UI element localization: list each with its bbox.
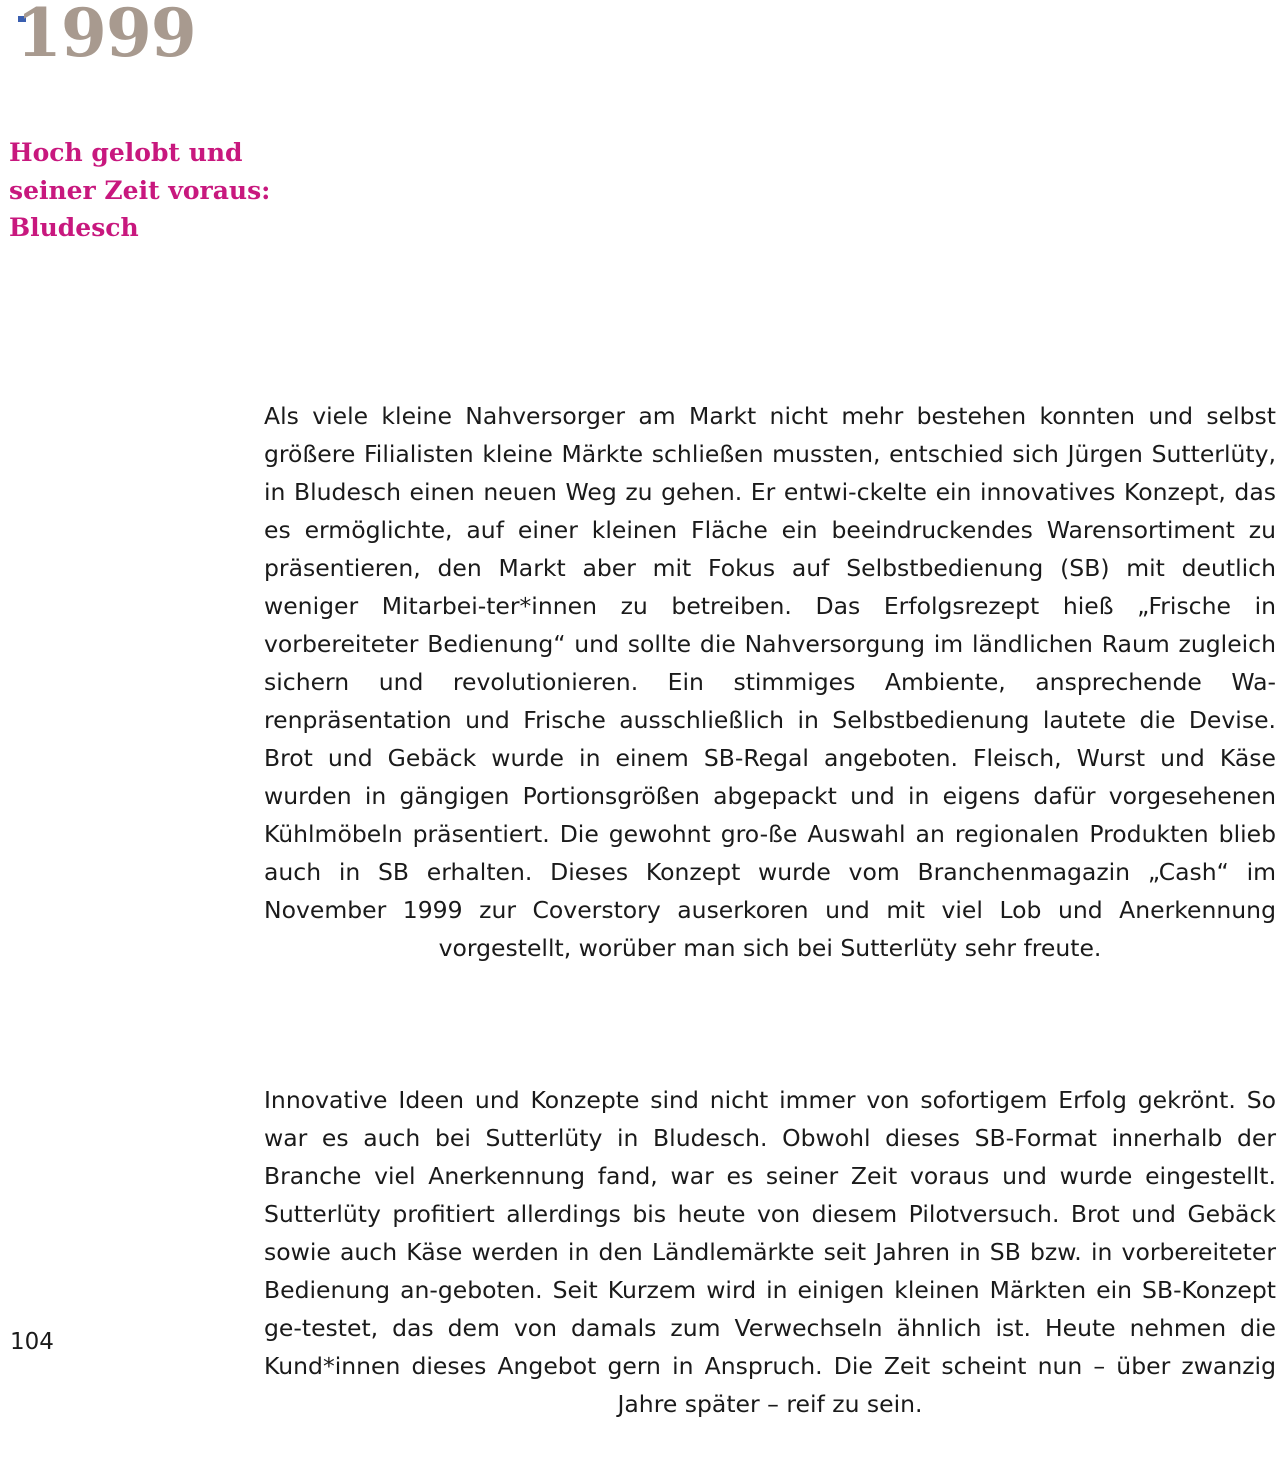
body-paragraph: Innovative Ideen und Konzepte sind nicht immer von sofortigem Erfolg gekrönt. So war es auch bei Sutterlüty in Bludesch. Obwohl dieses SB-Format innerhalb der Branche viel Anerkennung fand, war es seiner Zeit voraus und wurde eingestellt. Sutterlüty profitiert allerdings bis heute von diesem Pilotversuch. Brot und Gebäck sowie auch Käse werden in den Ländlemärkte seit Jahren in SB bzw. in vorbereiteter Bedienung an-geboten. Seit Kurzem wird in einigen kleinen Märkten ein SB-Konzept ge-testet, das dem von damals zum Verwechseln ähnlich ist. Heute nehmen die Kund*innen dieses Angebot gern in Anspruch. Die Zeit scheint nun – über zwanzig Jahre später – reif zu sein. xyxy=(264,1086,1276,1418)
section-title-line: Hoch gelobt und xyxy=(9,138,243,167)
section-title xyxy=(9,134,270,247)
section-title-line: seiner Zeit voraus: xyxy=(9,175,271,205)
year-heading: 1999 xyxy=(16,0,196,72)
section-title-line: Bludesch xyxy=(9,213,139,242)
body-paragraph: Als viele kleine Nahversorger am Markt nicht mehr bestehen konnten und selbst größere Filialisten kleine Märkte schließen mussten, entschied sich Jürgen Sutterlüty, in Bludesch einen neuen Weg zu gehen. Er entwi-ckelte ein innovatives Konzept, das es ermöglichte, auf einer kleinen Fläche ein beeindruckendes Warensortiment zu präsentieren, den Markt aber mit Fokus auf Selbstbedienung (SB) mit deutlich weniger Mitarbei-ter*innen zu betreiben. Das Erfolgsrezept hieß „Frische in vorbereiteter Bedienung“ und sollte die Nahversorgung im ländlichen Raum zugleich sichern und revolutionieren. Ein stimmiges Ambiente, ansprechende Wa-renpräsentation und Frische ausschließlich in Selbstbedienung lautete die Devise. Brot und Gebäck wurde in einem SB-Regal angeboten. Fleisch, Wurst und Käse wurden in gängigen Portionsgrößen abgepackt und in eigens dafür vorgesehenen Kühlmöbeln präsentiert. Die gewohnt gro-ße Auswahl an regionalen Produkten blieb auch in SB erhalten. Dieses Konzept wurde vom Branchenmagazin „Cash“ im November 1999 zur Coverstory auserkoren und mit viel Lob und Anerkennung vorgestellt, worüber man sich bei Sutterlüty sehr freute. xyxy=(264,402,1276,962)
page-number: 104 xyxy=(10,1329,54,1355)
